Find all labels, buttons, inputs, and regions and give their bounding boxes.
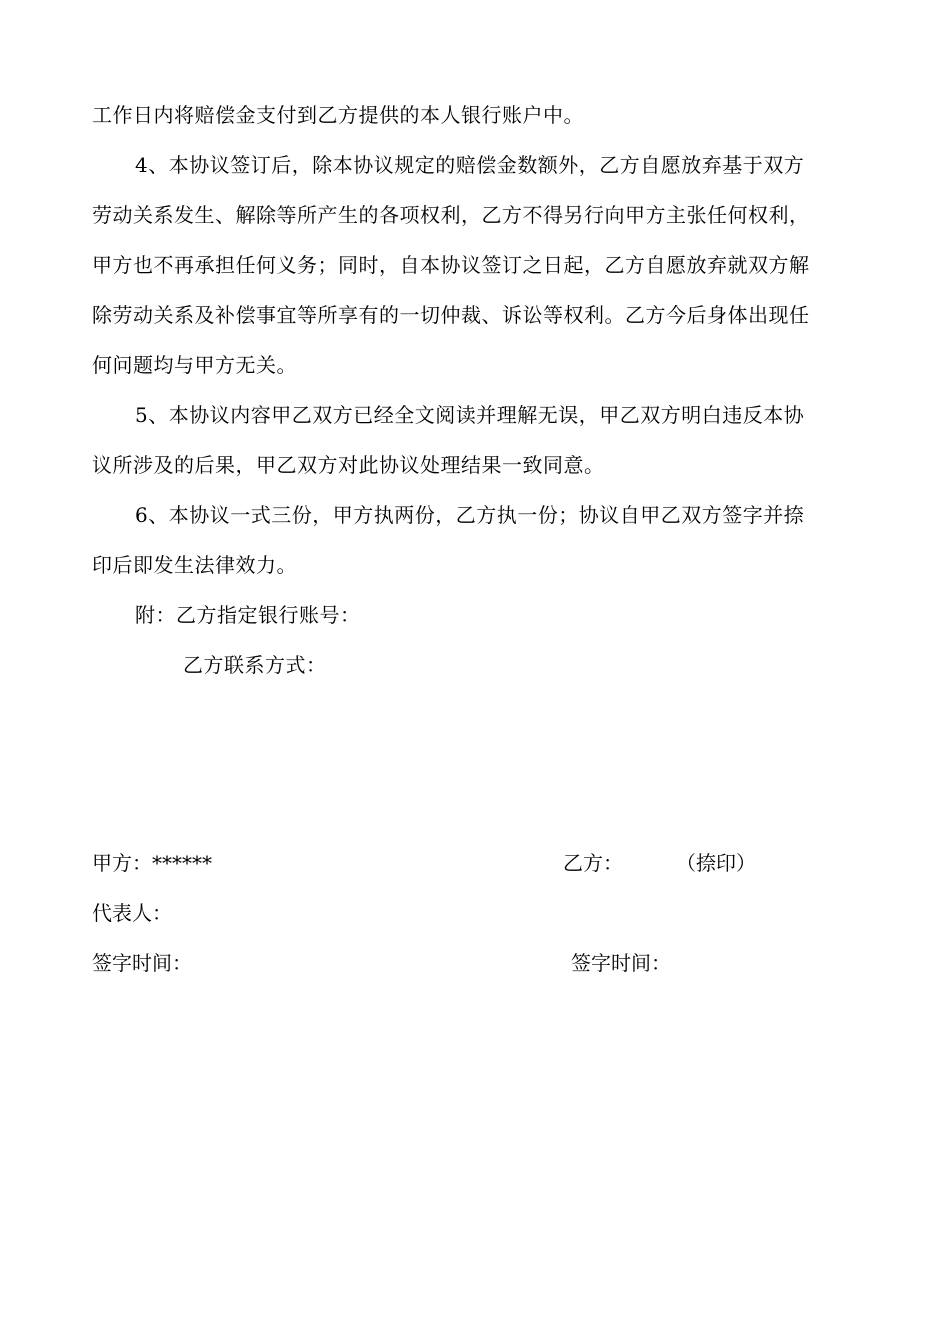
clause-6-line: 6、本协议一式三份，甲方执两份，乙方执一份；协议自甲乙双方签字并捺	[135, 503, 805, 527]
paragraph-line: 何问题均与甲方无关。	[92, 353, 297, 377]
party-a-sign-time: 签字时间：	[92, 951, 192, 975]
party-b-sign-time: 签字时间：	[571, 951, 671, 975]
representative-label: 代表人：	[92, 901, 172, 925]
paragraph-line: 印后即发生法律效力。	[92, 553, 297, 577]
party-a-label: 甲方：******	[92, 851, 212, 875]
clause-4-line: 4、本协议签订后，除本协议规定的赔偿金数额外，乙方自愿放弃基于双方	[135, 153, 805, 177]
paragraph-line: 议所涉及的后果，甲乙双方对此协议处理结果一致同意。	[92, 453, 605, 477]
paragraph-line: 除劳动关系及补偿事宜等所享有的一切仲裁、诉讼等权利。乙方今后身体出现任	[92, 303, 810, 327]
paragraph-line: 劳动关系发生、解除等所产生的各项权利，乙方不得另行向甲方主张任何权利，	[92, 203, 810, 227]
clause-5-line: 5、本协议内容甲乙双方已经全文阅读并理解无误，甲乙双方明白违反本协	[135, 403, 805, 427]
paragraph-line: 甲方也不再承担任何义务；同时，自本协议签订之日起，乙方自愿放弃就双方解	[92, 253, 810, 277]
party-b-seal: （捺印）	[676, 851, 756, 875]
party-b-label: 乙方：	[563, 851, 623, 875]
paragraph-line: 工作日内将赔偿金支付到乙方提供的本人银行账户中。	[92, 103, 584, 127]
bank-account-label: 附：乙方指定银行账号：	[135, 603, 361, 627]
contact-label: 乙方联系方式：	[183, 653, 327, 677]
